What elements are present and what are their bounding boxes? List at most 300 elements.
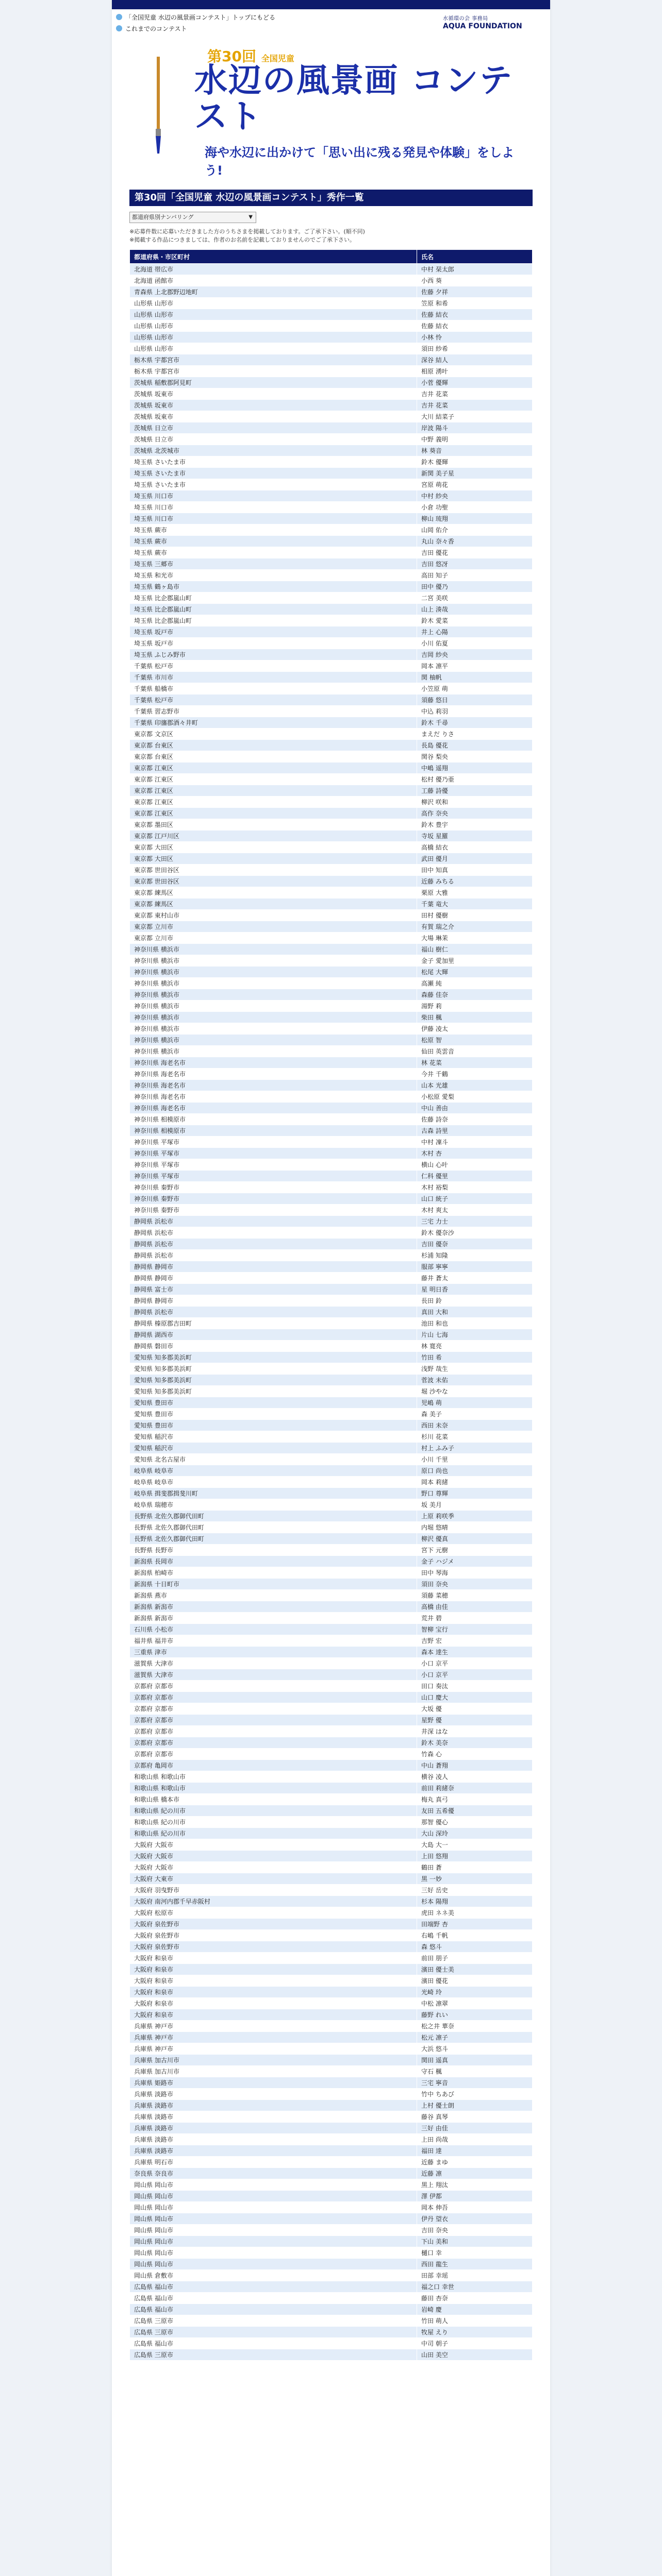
note-line: ※応募件数に応募いただきました方のうちさまを掲載しております。ご了承下さい。(順不同) [129, 228, 365, 235]
table-row [130, 1239, 533, 1250]
table-row [130, 808, 533, 819]
name-cell: 吉井 花菜 [417, 388, 533, 400]
table-row [130, 989, 533, 1001]
name-cell: 堀 沙やな [417, 1386, 533, 1397]
name-cell: 長田 鈴 [417, 1295, 533, 1307]
table-row [130, 1726, 533, 1737]
results-table [129, 249, 533, 2361]
pref-cell: 東京都 江東区 [130, 762, 417, 774]
table-row [130, 570, 533, 581]
pref-cell: 静岡県 静岡市 [130, 1273, 417, 1284]
name-cell: 関 柚帆 [417, 672, 533, 683]
pref-cell: 兵庫県 明石市 [130, 2157, 417, 2168]
pref-cell: 愛知県 北名古屋市 [130, 1454, 417, 1465]
pref-cell: 福井県 福井市 [130, 1635, 417, 1647]
table-row [130, 2066, 533, 2077]
name-cell: 長島 優花 [417, 740, 533, 751]
name-cell: 柳山 琉翔 [417, 513, 533, 524]
table-row [130, 1635, 533, 1647]
name-cell: 宮原 萌花 [417, 479, 533, 490]
name-cell: 智柳 宝行 [417, 1624, 533, 1635]
name-cell: 田端野 杏 [417, 1919, 533, 1930]
pref-cell: 京都府 京都市 [130, 1703, 417, 1715]
name-cell: 星 明日香 [417, 1284, 533, 1295]
table-row [130, 944, 533, 955]
name-cell: 高橋 結衣 [417, 842, 533, 853]
pref-cell: 東京都 台東区 [130, 751, 417, 762]
top-nav [116, 12, 384, 33]
pref-cell: 和歌山県 紀の川市 [130, 1817, 417, 1828]
name-cell: 小口 京平 [417, 1669, 533, 1681]
table-row [130, 2338, 533, 2349]
name-cell: 佐藤 詩奈 [417, 1114, 533, 1125]
pref-cell: 大阪府 泉佐野市 [130, 1930, 417, 1941]
arrow-icon [116, 25, 122, 31]
table-row [130, 377, 533, 388]
name-cell: 高瀬 純 [417, 978, 533, 989]
table-row [130, 581, 533, 592]
pref-cell: 兵庫県 加古川市 [130, 2066, 417, 2077]
name-cell: 松村 優乃亜 [417, 774, 533, 785]
pref-cell: 広島県 福山市 [130, 2293, 417, 2304]
pref-cell: 広島県 福山市 [130, 2281, 417, 2293]
name-cell: 西田 未奈 [417, 1420, 533, 1431]
table-row [130, 2327, 533, 2338]
pref-cell: 兵庫県 淡路市 [130, 2145, 417, 2157]
pref-cell: 千葉県 松戸市 [130, 694, 417, 706]
pref-cell: 神奈川県 横浜市 [130, 955, 417, 967]
name-cell: 上村 優士朗 [417, 2100, 533, 2111]
table-row [130, 1692, 533, 1703]
name-cell: 鈴木 優奈沙 [417, 1227, 533, 1239]
pref-cell: 東京都 大田区 [130, 853, 417, 865]
pref-cell: 東京都 台東区 [130, 740, 417, 751]
name-cell: 竹森 心 [417, 1749, 533, 1760]
pref-cell: 埼玉県 さいたま市 [130, 479, 417, 490]
notes [129, 228, 533, 244]
table-row [130, 1137, 533, 1148]
name-cell: 前田 朋子 [417, 1953, 533, 1964]
pref-cell: 埼玉県 川口市 [130, 502, 417, 513]
name-cell: 林 寛亮 [417, 1341, 533, 1352]
table-row [130, 1658, 533, 1669]
prefecture-filter-select[interactable] [129, 212, 256, 223]
table-row [130, 1454, 533, 1465]
table-row [130, 604, 533, 615]
hero-title: 水辺の風景画 コンテスト [194, 62, 514, 136]
name-cell: 吉田 悠冴 [417, 558, 533, 570]
table-row [130, 332, 533, 343]
table-row [130, 876, 533, 887]
pref-cell: 広島県 三原市 [130, 2327, 417, 2338]
table-row [130, 1352, 533, 1363]
sponsor-logo [443, 12, 546, 28]
pref-cell: 兵庫県 淡路市 [130, 2134, 417, 2145]
table-row [130, 1681, 533, 1692]
name-cell: 菅波 未佑 [417, 1375, 533, 1386]
pref-cell: 静岡県 静岡市 [130, 1261, 417, 1273]
table-row [130, 615, 533, 626]
name-cell: 今井 千鶴 [417, 1069, 533, 1080]
table-row [130, 1749, 533, 1760]
name-cell: 松之井 華奈 [417, 2021, 533, 2032]
name-cell: 森本 達生 [417, 1647, 533, 1658]
table-row [130, 1273, 533, 1284]
name-cell: 木村 裕梨 [417, 1182, 533, 1193]
pref-cell: 山形県 山形市 [130, 343, 417, 354]
table-row [130, 1431, 533, 1443]
name-cell: 下山 美和 [417, 2236, 533, 2247]
name-cell: 吉井 花菜 [417, 400, 533, 411]
pref-cell: 長野県 北佐久郡御代田町 [130, 1522, 417, 1533]
name-cell: 藤谷 真琴 [417, 2111, 533, 2123]
name-cell: 池田 和也 [417, 1318, 533, 1329]
pref-cell: 東京都 大田区 [130, 842, 417, 853]
pref-cell: 岐阜県 瑞穂市 [130, 1499, 417, 1511]
table-row [130, 2293, 533, 2304]
table-row [130, 1760, 533, 1771]
table-row [130, 2100, 533, 2111]
name-cell: 柳沢 優真 [417, 1533, 533, 1545]
name-cell: 黒 一妙 [417, 1873, 533, 1885]
name-cell: 仙田 英雲音 [417, 1046, 533, 1057]
table-row [130, 468, 533, 479]
name-cell: 中嶋 遥翔 [417, 762, 533, 774]
table-row [130, 1477, 533, 1488]
pref-cell: 埼玉県 鶴ヶ島市 [130, 581, 417, 592]
table-row [130, 1080, 533, 1091]
pref-cell: 静岡県 富士市 [130, 1284, 417, 1295]
hero-subtitle: 海や水辺に出かけて「思い出に残る発見や体験」をしよう! [205, 145, 514, 178]
pref-cell: 栃木県 宇都宮市 [130, 354, 417, 366]
name-cell: 森 美子 [417, 1409, 533, 1420]
pref-cell: 神奈川県 横浜市 [130, 1035, 417, 1046]
table-row [130, 1216, 533, 1227]
name-cell: 真田 大和 [417, 1307, 533, 1318]
pref-cell: 静岡県 浜松市 [130, 1307, 417, 1318]
pref-cell: 埼玉県 川口市 [130, 513, 417, 524]
table-row [130, 1567, 533, 1579]
logo-line2: AQUA FOUNDATION [443, 22, 522, 30]
pref-cell: 京都府 京都市 [130, 1737, 417, 1749]
name-cell: 小松原 愛梨 [417, 1091, 533, 1103]
pref-cell: 愛知県 豊田市 [130, 1397, 417, 1409]
table-row [130, 400, 533, 411]
pref-cell: 神奈川県 横浜市 [130, 944, 417, 955]
table-row [130, 717, 533, 728]
name-cell: 小口 京平 [417, 1658, 533, 1669]
name-cell: 小笠原 萌 [417, 683, 533, 694]
paintbrush-icon [148, 57, 169, 155]
name-cell: 中山 蒼翔 [417, 1760, 533, 1771]
table-row [130, 774, 533, 785]
pref-cell: 静岡県 浜松市 [130, 1216, 417, 1227]
name-cell: 森 悠斗 [417, 1941, 533, 1953]
name-cell: 田中 優乃 [417, 581, 533, 592]
name-cell: 樋口 幸 [417, 2247, 533, 2259]
pref-cell: 神奈川県 海老名市 [130, 1091, 417, 1103]
table-row [130, 694, 533, 706]
table-row [130, 309, 533, 320]
table-row [130, 1318, 533, 1329]
pref-cell: 神奈川県 相模原市 [130, 1114, 417, 1125]
table-row [130, 1114, 533, 1125]
pref-cell: 東京都 立川市 [130, 921, 417, 933]
name-cell: 須田 奈央 [417, 1579, 533, 1590]
name-cell: 吉岡 紗央 [417, 649, 533, 660]
table-row [130, 2111, 533, 2123]
name-cell: 小林 怜 [417, 332, 533, 343]
pref-cell: 愛知県 知多郡美浜町 [130, 1352, 417, 1363]
name-cell: 栗原 大雅 [417, 887, 533, 899]
pref-cell: 神奈川県 平塚市 [130, 1159, 417, 1171]
name-cell: 那智 優心 [417, 1817, 533, 1828]
table-row [130, 1896, 533, 1907]
name-cell: 武田 優月 [417, 853, 533, 865]
table-row [130, 1001, 533, 1012]
name-cell: 内堀 悠晴 [417, 1522, 533, 1533]
table-row [130, 1465, 533, 1477]
pref-cell: 東京都 江東区 [130, 774, 417, 785]
table-row [130, 899, 533, 910]
name-cell: 丸山 奈々香 [417, 536, 533, 547]
nav-link-past-contests[interactable] [116, 24, 384, 33]
table-row [130, 434, 533, 445]
name-cell: 藤井 蒼太 [417, 1273, 533, 1284]
pref-cell: 埼玉県 蕨市 [130, 547, 417, 558]
pref-cell: 広島県 福山市 [130, 2338, 417, 2349]
table-row [130, 1737, 533, 1749]
table-row [130, 1647, 533, 1658]
table-row [130, 592, 533, 604]
table-row [130, 388, 533, 400]
name-cell: 杉本 陽翔 [417, 1896, 533, 1907]
name-cell: 福之口 幸世 [417, 2281, 533, 2293]
table-row [130, 1363, 533, 1375]
name-cell: 岩崎 慶 [417, 2304, 533, 2315]
table-row [130, 626, 533, 638]
pref-cell: 山形県 山形市 [130, 309, 417, 320]
name-cell: 田口 奏汰 [417, 1681, 533, 1692]
table-row [130, 343, 533, 354]
pref-cell: 神奈川県 横浜市 [130, 978, 417, 989]
table-row [130, 1907, 533, 1919]
header-name: 氏名 [417, 250, 533, 264]
table-row [130, 1284, 533, 1295]
pref-cell: 埼玉県 川口市 [130, 490, 417, 502]
table-row [130, 2281, 533, 2293]
name-cell: 中松 凛翠 [417, 1998, 533, 2009]
name-cell: 澤 伊都 [417, 2191, 533, 2202]
name-cell: 木村 爽太 [417, 1205, 533, 1216]
table-row [130, 2089, 533, 2100]
pref-cell: 岡山県 岡山市 [130, 2236, 417, 2247]
name-cell: 須藤 菜穂 [417, 1590, 533, 1601]
pref-cell: 青森県 上北郡野辺地町 [130, 286, 417, 298]
name-cell: 中村 凜斗 [417, 1137, 533, 1148]
table-row [130, 456, 533, 468]
pref-cell: 岐阜県 岐阜市 [130, 1477, 417, 1488]
name-cell: 杉浦 知隆 [417, 1250, 533, 1261]
table-row [130, 2009, 533, 2021]
pref-cell: 茨城県 日立市 [130, 422, 417, 434]
pref-cell: 神奈川県 秦野市 [130, 1205, 417, 1216]
name-cell: 鈴木 豊宇 [417, 819, 533, 831]
name-cell: 黒上 翔汰 [417, 2179, 533, 2191]
table-row [130, 672, 533, 683]
pref-cell: 新潟県 柏崎市 [130, 1567, 417, 1579]
table-row [130, 638, 533, 649]
table-row [130, 1975, 533, 1987]
pref-cell: 和歌山県 和歌山市 [130, 1771, 417, 1783]
pref-cell: 和歌山県 橋本市 [130, 1794, 417, 1805]
pref-cell: 岡山県 岡山市 [130, 2213, 417, 2225]
pref-cell: 大阪府 大阪市 [130, 1862, 417, 1873]
pref-cell: 大阪府 羽曳野市 [130, 1885, 417, 1896]
table-row [130, 967, 533, 978]
name-cell: 佐藤 結衣 [417, 320, 533, 332]
pref-cell: 埼玉県 蕨市 [130, 536, 417, 547]
name-cell: 井上 心陽 [417, 626, 533, 638]
name-cell: 近藤 凛 [417, 2168, 533, 2179]
pref-cell: 千葉県 松戸市 [130, 660, 417, 672]
pref-cell: 奈良県 奈良市 [130, 2168, 417, 2179]
table-row [130, 264, 533, 275]
pref-cell: 新潟県 十日町市 [130, 1579, 417, 1590]
table-row [130, 842, 533, 853]
name-cell: 野口 尊輝 [417, 1488, 533, 1499]
name-cell: 仁科 優里 [417, 1171, 533, 1182]
name-cell: 山口 慶大 [417, 1692, 533, 1703]
table-body [130, 264, 533, 2361]
table-row [130, 2032, 533, 2043]
table-row [130, 1703, 533, 1715]
pref-cell: 静岡県 湖西市 [130, 1329, 417, 1341]
table-row [130, 1261, 533, 1273]
pref-cell: 東京都 練馬区 [130, 899, 417, 910]
table-row [130, 1375, 533, 1386]
logo-line1: 水循環の会 事務局 [443, 16, 488, 22]
pref-cell: 東京都 江東区 [130, 785, 417, 796]
pref-cell: 大阪府 大東市 [130, 1873, 417, 1885]
name-cell: 吉田 優花 [417, 547, 533, 558]
name-cell: 上原 莉咲季 [417, 1511, 533, 1522]
pref-cell: 石川県 小松市 [130, 1624, 417, 1635]
pref-cell: 埼玉県 比企郡嵐山町 [130, 604, 417, 615]
name-cell: 鈴木 千尋 [417, 717, 533, 728]
pref-cell: 愛知県 知多郡美浜町 [130, 1363, 417, 1375]
name-cell: 藤野 れい [417, 2009, 533, 2021]
name-cell: 大場 琳茉 [417, 933, 533, 944]
name-cell: 梅丸 真弓 [417, 1794, 533, 1805]
content-sheet [112, 0, 550, 2576]
table-row [130, 536, 533, 547]
pref-cell: 埼玉県 三郷市 [130, 558, 417, 570]
name-cell: 山田 美空 [417, 2349, 533, 2361]
table-row [130, 298, 533, 309]
name-cell: 西田 龍生 [417, 2259, 533, 2270]
pref-cell: 東京都 世田谷区 [130, 876, 417, 887]
table-row [130, 649, 533, 660]
table-row [130, 1987, 533, 1998]
pref-cell: 兵庫県 姫路市 [130, 2077, 417, 2089]
pref-cell: 和歌山県 紀の川市 [130, 1828, 417, 1839]
pref-cell: 大阪府 和泉市 [130, 1975, 417, 1987]
nav-link-top[interactable] [116, 12, 384, 22]
pref-cell: 東京都 世田谷区 [130, 865, 417, 876]
name-cell: 岡本 伸吾 [417, 2202, 533, 2213]
table-row [130, 445, 533, 456]
name-cell: 横谷 凌人 [417, 1771, 533, 1783]
pref-cell: 神奈川県 秦野市 [130, 1193, 417, 1205]
arrow-icon [116, 14, 122, 20]
pref-cell: 神奈川県 相模原市 [130, 1125, 417, 1137]
name-cell: 山口 統子 [417, 1193, 533, 1205]
table-row [130, 558, 533, 570]
table-row [130, 1862, 533, 1873]
name-cell: 杉川 花菜 [417, 1431, 533, 1443]
table-row [130, 2247, 533, 2259]
table-row [130, 1205, 533, 1216]
pref-cell: 兵庫県 淡路市 [130, 2100, 417, 2111]
name-cell: 光崎 玲 [417, 1987, 533, 1998]
table-row [130, 1488, 533, 1499]
pref-cell: 岡山県 岡山市 [130, 2225, 417, 2236]
pref-cell: 岡山県 岡山市 [130, 2191, 417, 2202]
pref-cell: 神奈川県 海老名市 [130, 1103, 417, 1114]
pref-cell: 京都府 京都市 [130, 1749, 417, 1760]
pref-cell: 兵庫県 神戸市 [130, 2021, 417, 2032]
table-row [130, 1590, 533, 1601]
pref-cell: 大阪府 和泉市 [130, 1998, 417, 2009]
name-cell: 柳沢 咲和 [417, 796, 533, 808]
name-cell: 高作 奈央 [417, 808, 533, 819]
name-cell: 田村 優樹 [417, 910, 533, 921]
pref-cell: 広島県 三原市 [130, 2349, 417, 2361]
table-row [130, 1341, 533, 1352]
pref-cell: 神奈川県 海老名市 [130, 1057, 417, 1069]
pref-cell: 神奈川県 平塚市 [130, 1137, 417, 1148]
name-cell: 二宮 美咲 [417, 592, 533, 604]
name-cell: 新関 美子星 [417, 468, 533, 479]
name-cell: 星野 優 [417, 1715, 533, 1726]
pref-cell: 岡山県 岡山市 [130, 2247, 417, 2259]
name-cell: 田部 幸瑶 [417, 2270, 533, 2281]
pref-cell: 埼玉県 蕨市 [130, 524, 417, 536]
results-section [129, 190, 533, 2361]
name-cell: 右嶋 千帆 [417, 1930, 533, 1941]
name-cell: 井深 はな [417, 1726, 533, 1737]
pref-cell: 滋賀県 大津市 [130, 1658, 417, 1669]
table-row [130, 1307, 533, 1318]
pref-cell: 静岡県 静岡市 [130, 1295, 417, 1307]
table-row [130, 955, 533, 967]
name-cell: 須藤 悠日 [417, 694, 533, 706]
pref-cell: 栃木県 宇都宮市 [130, 366, 417, 377]
table-row [130, 422, 533, 434]
name-cell: 中村 紗央 [417, 490, 533, 502]
name-cell: 三宅 寧音 [417, 2077, 533, 2089]
table-row [130, 762, 533, 774]
pref-cell: 愛知県 知多郡美浜町 [130, 1375, 417, 1386]
table-row [130, 887, 533, 899]
name-cell: 相原 湧叶 [417, 366, 533, 377]
pref-cell: 埼玉県 坂戸市 [130, 626, 417, 638]
name-cell: まえだ りさ [417, 728, 533, 740]
table-row [130, 2077, 533, 2089]
table-row [130, 683, 533, 694]
name-cell: 村上 ふみ子 [417, 1443, 533, 1454]
